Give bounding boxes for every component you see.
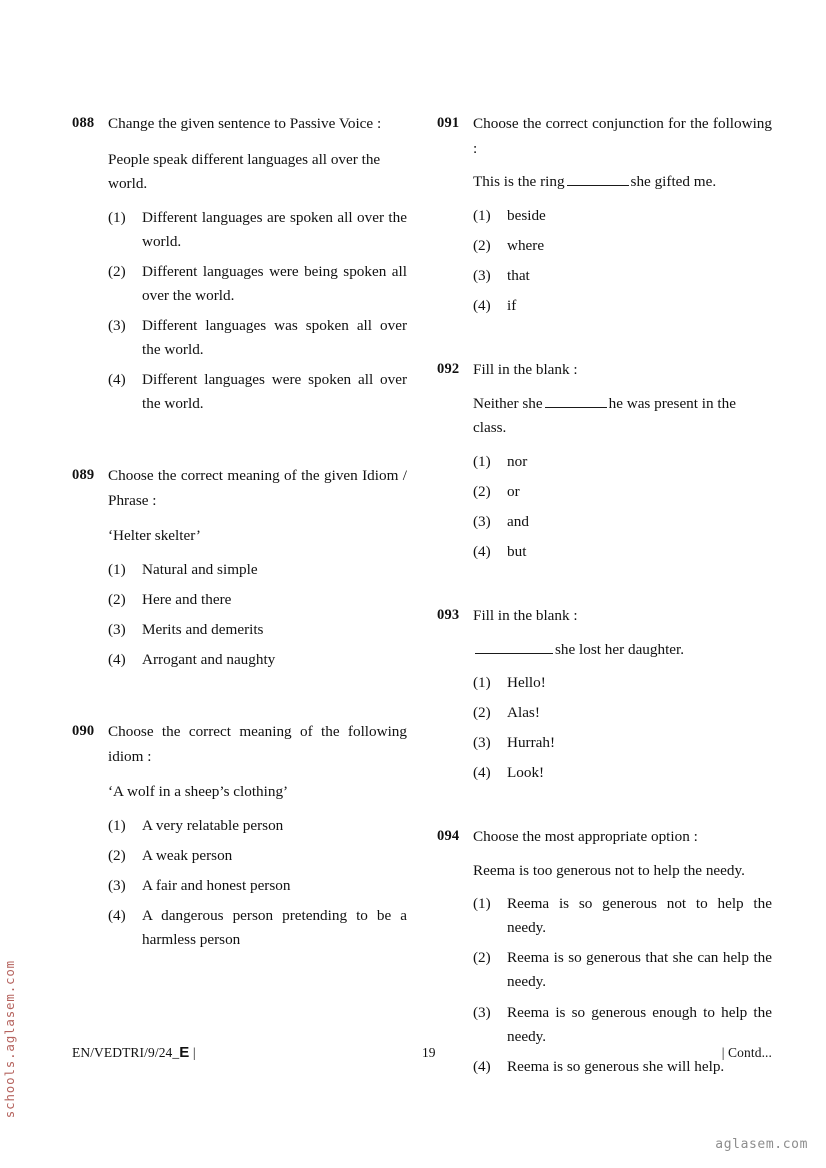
option-text: beside (507, 206, 546, 224)
question-head (72, 112, 407, 416)
option-label: (2) (108, 846, 126, 864)
question-head (437, 358, 772, 564)
question-number: 094 (437, 828, 460, 845)
option-text: A weak person (142, 846, 233, 864)
option-label: (4) (108, 906, 126, 924)
option-text: Reema is so generous that she can help the needy. (507, 949, 772, 991)
question-body (108, 112, 407, 416)
option-text: Look! (507, 764, 545, 782)
option-text: Here and there (142, 590, 232, 608)
option-label: (1) (108, 560, 126, 578)
option-item[interactable] (473, 671, 772, 695)
fill-blank-line (545, 393, 607, 408)
question-stem: Choose the correct meaning of the given Idiom / Phrase : (108, 467, 407, 509)
option-text: Alas! (507, 704, 540, 722)
option-item[interactable] (108, 314, 407, 362)
option-text: but (507, 542, 527, 560)
question-sentence: Reema is too generous not to help the needy. (473, 861, 745, 879)
option-label: (1) (473, 674, 491, 692)
sentence-after-blank: she lost her daughter. (555, 640, 685, 658)
option-label: (4) (473, 542, 491, 560)
question-number: 088 (72, 115, 95, 131)
watermark-bottom-right: aglasem.com (715, 1137, 808, 1152)
option-text: Reema is so generous she will help. (507, 1057, 725, 1075)
question-body (108, 720, 407, 952)
option-label: (3) (473, 734, 491, 752)
right-column (437, 112, 772, 1105)
option-item[interactable] (473, 761, 772, 785)
page-footer (72, 1044, 772, 1061)
option-item[interactable] (473, 892, 772, 940)
option-label: (1) (473, 895, 491, 913)
option-list (108, 814, 407, 952)
question-sentence: ‘Helter skelter’ (108, 527, 201, 545)
option-list (473, 671, 772, 785)
option-text: Hurrah! (507, 734, 556, 752)
option-item[interactable] (108, 588, 407, 612)
left-column (72, 112, 407, 1105)
question-number: 089 (72, 467, 95, 483)
option-label: (1) (108, 816, 126, 834)
question-stem: Choose the correct meaning of the following idiom : (108, 722, 407, 765)
question-089 (72, 464, 407, 672)
option-item[interactable] (108, 814, 407, 838)
option-label: (4) (108, 650, 126, 668)
option-label: (2) (108, 590, 126, 608)
question-stem: Fill in the blank : (473, 606, 578, 624)
option-label: (3) (108, 876, 126, 894)
paper-code-bar: | (192, 1045, 196, 1060)
option-text: Different languages were spoken all over the world. (142, 370, 407, 412)
option-label: (4) (473, 1057, 491, 1075)
option-item[interactable] (473, 234, 772, 258)
option-text: Hello! (507, 674, 546, 692)
question-head (437, 825, 772, 1078)
option-list (473, 204, 772, 318)
paper-code-prefix: EN/VEDTRI/9/24_ (72, 1045, 180, 1060)
question-sentence (473, 638, 772, 663)
option-list (108, 206, 407, 416)
option-item[interactable] (108, 648, 407, 672)
option-label: (1) (473, 452, 491, 470)
question-number: 090 (72, 722, 95, 739)
option-item[interactable] (108, 558, 407, 582)
option-text: if (507, 296, 517, 314)
sentence-before-blank: Neither she (473, 394, 543, 412)
option-label: (1) (108, 208, 126, 226)
option-item[interactable] (108, 844, 407, 868)
option-label: (3) (108, 620, 126, 638)
option-label: (3) (108, 316, 126, 334)
question-body (473, 825, 772, 1078)
question-091 (437, 112, 772, 318)
question-stem: Choose the correct conjunction for the following : (473, 115, 772, 157)
option-label: (3) (473, 1003, 491, 1021)
question-body (108, 464, 407, 672)
option-text: A dangerous person pretending to be a harmless person (142, 906, 407, 948)
continued-label: | Contd... (721, 1045, 772, 1060)
option-label: (2) (473, 704, 491, 722)
fill-blank-line (567, 171, 629, 186)
option-item[interactable] (473, 946, 772, 994)
question-stem: Choose the most appropriate option : (473, 828, 698, 846)
option-item[interactable] (108, 874, 407, 898)
question-stem: Fill in the blank : (473, 360, 578, 378)
option-label: (1) (473, 206, 491, 224)
option-text: Reema is so generous not to help the needy. (507, 895, 772, 937)
option-item[interactable] (473, 731, 772, 755)
sentence-after-blank: he was present in the class. (473, 394, 736, 437)
option-text: nor (507, 452, 528, 470)
option-item[interactable] (108, 618, 407, 642)
option-text: or (507, 482, 520, 500)
page-number: 19 (421, 1045, 436, 1060)
question-head (72, 464, 407, 672)
option-label: (3) (473, 266, 491, 284)
option-item[interactable] (108, 260, 407, 308)
question-sentence: ‘A wolf in a sheep’s clothing’ (108, 783, 289, 801)
option-label: (2) (473, 236, 491, 254)
paper-code-suffix: E (179, 1044, 190, 1061)
option-text: Reema is so generous enough to help the needy. (507, 1003, 772, 1045)
option-label: (2) (108, 262, 126, 280)
question-head (437, 604, 772, 785)
option-item[interactable] (108, 904, 407, 952)
option-label: (2) (473, 482, 491, 500)
question-number: 093 (437, 606, 460, 623)
option-text: A fair and honest person (142, 876, 291, 894)
option-text: where (507, 236, 545, 254)
question-088 (72, 112, 407, 416)
sentence-before-blank: This is the ring (473, 173, 565, 191)
question-sentence (473, 392, 772, 441)
fill-blank-line (475, 639, 553, 654)
option-label: (4) (473, 764, 491, 782)
question-number: 092 (437, 360, 460, 377)
option-list (473, 450, 772, 564)
option-text: Different languages are spoken all over the world. (142, 208, 407, 250)
question-sentence: People speak different languages all over the world. (108, 150, 381, 193)
option-item[interactable] (108, 206, 407, 254)
option-item[interactable] (108, 368, 407, 416)
option-label: (3) (473, 512, 491, 530)
option-label: (4) (473, 296, 491, 314)
option-item[interactable] (473, 450, 772, 474)
question-stem: Change the given sentence to Passive Voice : (108, 115, 382, 132)
option-item[interactable] (473, 510, 772, 534)
question-columns (72, 112, 772, 1105)
question-090 (72, 720, 407, 952)
question-093 (437, 604, 772, 785)
question-094 (437, 825, 772, 1078)
option-label: (2) (473, 949, 491, 967)
paper-code (72, 1044, 196, 1061)
option-text: and (507, 512, 529, 530)
option-text: that (507, 266, 530, 284)
option-item[interactable] (473, 701, 772, 725)
option-item[interactable] (473, 264, 772, 288)
option-label: (4) (108, 370, 126, 388)
option-text: A very relatable person (142, 816, 284, 834)
question-body (473, 112, 772, 318)
option-item[interactable] (473, 480, 772, 504)
watermark-left-vertical: schools.aglasem.com (2, 960, 17, 1119)
option-text: Natural and simple (142, 560, 258, 578)
option-text: Different languages were being spoken all over the world. (142, 262, 407, 304)
option-text: Arrogant and naughty (142, 650, 276, 668)
question-head (72, 720, 407, 952)
option-list (108, 558, 407, 672)
option-item[interactable] (473, 540, 772, 564)
question-head (437, 112, 772, 318)
question-092 (437, 358, 772, 564)
question-number: 091 (437, 115, 460, 131)
question-sentence (473, 170, 772, 195)
question-body (473, 604, 772, 785)
option-item[interactable] (473, 1001, 772, 1049)
option-item[interactable] (473, 294, 772, 318)
sentence-after-blank: she gifted me. (630, 173, 717, 191)
question-body (473, 358, 772, 564)
option-text: Different languages was spoken all over the world. (142, 316, 407, 358)
option-text: Merits and demerits (142, 620, 264, 638)
option-item[interactable] (473, 204, 772, 228)
